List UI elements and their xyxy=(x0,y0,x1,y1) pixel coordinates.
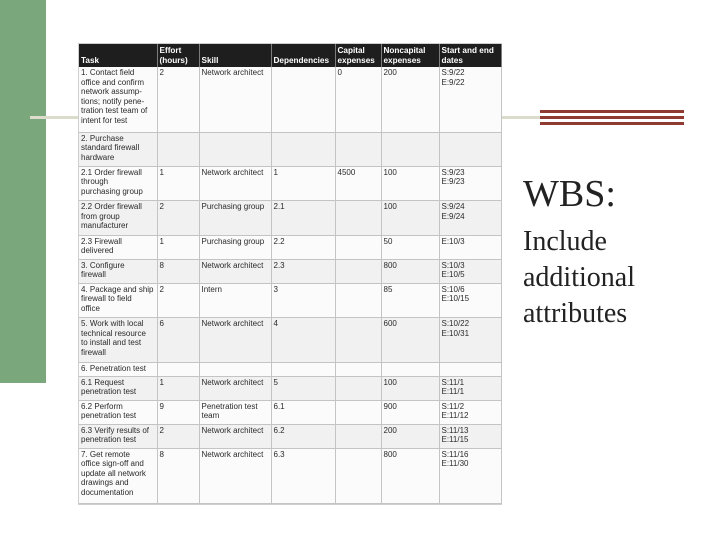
cell-dependencies xyxy=(271,67,335,132)
cell-skill: Network architect xyxy=(199,448,271,503)
slide-title: WBS: xyxy=(523,173,616,215)
cell-dependencies: 6.3 xyxy=(271,448,335,503)
cell-dependencies: 4 xyxy=(271,318,335,363)
cell-effort: 2 xyxy=(157,283,199,317)
cell-capital xyxy=(335,283,381,317)
header-noncapital-expenses: Noncapital expenses xyxy=(381,44,439,67)
cell-skill: Intern xyxy=(199,283,271,317)
cell-effort: 2 xyxy=(157,67,199,132)
cell-noncapital: 85 xyxy=(381,283,439,317)
cell-skill: Penetration test team xyxy=(199,400,271,424)
cell-skill: Network architect xyxy=(199,259,271,283)
cell-capital xyxy=(335,400,381,424)
header-task: Task xyxy=(79,44,157,67)
table-row xyxy=(79,201,501,235)
table-row xyxy=(79,400,501,424)
cell-skill xyxy=(199,362,271,376)
cell-effort: 8 xyxy=(157,259,199,283)
cell-noncapital: 100 xyxy=(381,376,439,400)
cell-capital xyxy=(335,424,381,448)
left-accent-bar xyxy=(0,0,46,383)
cell-skill: Network architect xyxy=(199,318,271,363)
cell-dependencies: 2.3 xyxy=(271,259,335,283)
cell-noncapital: 50 xyxy=(381,235,439,259)
header-effort: Effort (hours) xyxy=(157,44,199,67)
cell-skill: Purchasing group xyxy=(199,201,271,235)
cell-noncapital: 900 xyxy=(381,400,439,424)
wbs-table-image xyxy=(78,43,502,505)
cell-skill xyxy=(199,132,271,166)
cell-skill: Network architect xyxy=(199,424,271,448)
table-row xyxy=(79,362,501,376)
cell-task: 6.3 Verify results of penetration test xyxy=(79,424,157,448)
cell-effort: 1 xyxy=(157,166,199,200)
cell-task: 6.1 Request penetration test xyxy=(79,376,157,400)
cell-skill: Network architect xyxy=(199,166,271,200)
cell-dates: S:10/22 E:10/31 xyxy=(439,318,501,363)
cell-noncapital: 800 xyxy=(381,259,439,283)
cell-task: 2.3 Firewall delivered xyxy=(79,235,157,259)
cell-task: 6. Penetration test xyxy=(79,362,157,376)
cell-skill: Purchasing group xyxy=(199,235,271,259)
table-row xyxy=(79,283,501,317)
cell-dates: S:10/3 E:10/5 xyxy=(439,259,501,283)
table-row xyxy=(79,448,501,503)
cell-effort: 9 xyxy=(157,400,199,424)
cell-noncapital: 200 xyxy=(381,67,439,132)
cell-dependencies xyxy=(271,362,335,376)
cell-dependencies: 5 xyxy=(271,376,335,400)
cell-task: 1. Contact field office and confirm network assump- tions; notify pene- tration test team of intent for test xyxy=(79,67,157,132)
cell-task: 5. Work with local technical resource to install and test firewall xyxy=(79,318,157,363)
cell-capital xyxy=(335,259,381,283)
header-capital-expenses: Capital expenses xyxy=(335,44,381,67)
decorative-stripes xyxy=(540,110,684,126)
cell-noncapital: 100 xyxy=(381,201,439,235)
table-body xyxy=(79,67,501,504)
table-row xyxy=(79,259,501,283)
cell-dates: S:9/22 E:9/22 xyxy=(439,67,501,132)
table-header-row xyxy=(79,44,501,67)
table-row xyxy=(79,235,501,259)
cell-dates: S:11/13 E:11/15 xyxy=(439,424,501,448)
cell-effort: 2 xyxy=(157,424,199,448)
cell-effort xyxy=(157,132,199,166)
cell-dates: E:10/3 xyxy=(439,235,501,259)
cell-dates xyxy=(439,132,501,166)
cell-dependencies xyxy=(271,132,335,166)
table-row xyxy=(79,166,501,200)
cell-dependencies: 2.1 xyxy=(271,201,335,235)
cell-task: 4. Package and ship firewall to field office xyxy=(79,283,157,317)
cell-effort: 2 xyxy=(157,201,199,235)
cell-dates: S:11/1 E:11/1 xyxy=(439,376,501,400)
cell-capital xyxy=(335,235,381,259)
cell-noncapital: 800 xyxy=(381,448,439,503)
cell-noncapital xyxy=(381,362,439,376)
cell-capital xyxy=(335,362,381,376)
header-dates: Start and end dates xyxy=(439,44,501,67)
cell-effort xyxy=(157,362,199,376)
cell-dates: S:9/24 E:9/24 xyxy=(439,201,501,235)
cell-task: 7. Get remote office sign-off and update all network drawings and documentation xyxy=(79,448,157,503)
header-skill: Skill xyxy=(199,44,271,67)
cell-task: 2.2 Order firewall from group manufacturer xyxy=(79,201,157,235)
table-row xyxy=(79,424,501,448)
cell-task: 6.2 Perform penetration test xyxy=(79,400,157,424)
cell-capital xyxy=(335,201,381,235)
cell-skill: Network architect xyxy=(199,67,271,132)
cell-dates: S:9/23 E:9/23 xyxy=(439,166,501,200)
cell-effort: 6 xyxy=(157,318,199,363)
cell-capital: 0 xyxy=(335,67,381,132)
cell-capital xyxy=(335,318,381,363)
cell-dependencies: 6.2 xyxy=(271,424,335,448)
slide-text-block xyxy=(523,172,713,332)
cell-task: 2. Purchase standard firewall hardware xyxy=(79,132,157,166)
cell-noncapital: 600 xyxy=(381,318,439,363)
cell-dependencies: 2.2 xyxy=(271,235,335,259)
cell-effort: 8 xyxy=(157,448,199,503)
cell-noncapital xyxy=(381,132,439,166)
slide-subtitle: Include additional attributes xyxy=(523,226,635,329)
cell-skill: Network architect xyxy=(199,376,271,400)
cell-dates: S:11/2 E:11/12 xyxy=(439,400,501,424)
wbs-table xyxy=(79,44,502,504)
cell-noncapital: 200 xyxy=(381,424,439,448)
table-row xyxy=(79,318,501,363)
cell-dates xyxy=(439,362,501,376)
cell-dependencies: 1 xyxy=(271,166,335,200)
cell-dates: S:11/16 E:11/30 xyxy=(439,448,501,503)
cell-capital xyxy=(335,376,381,400)
header-dependencies: Dependencies xyxy=(271,44,335,67)
table-row xyxy=(79,67,501,132)
cell-effort: 1 xyxy=(157,235,199,259)
cell-dates: S:10/6 E:10/15 xyxy=(439,283,501,317)
cell-noncapital: 100 xyxy=(381,166,439,200)
table-row xyxy=(79,132,501,166)
cell-capital xyxy=(335,448,381,503)
divider-line-left xyxy=(30,116,84,119)
cell-dependencies: 3 xyxy=(271,283,335,317)
cell-effort: 1 xyxy=(157,376,199,400)
cell-capital xyxy=(335,132,381,166)
divider-line-right xyxy=(498,116,540,119)
table-row xyxy=(79,376,501,400)
cell-dependencies: 6.1 xyxy=(271,400,335,424)
cell-task: 2.1 Order firewall through purchasing group xyxy=(79,166,157,200)
cell-capital: 4500 xyxy=(335,166,381,200)
cell-task: 3. Configure firewall xyxy=(79,259,157,283)
